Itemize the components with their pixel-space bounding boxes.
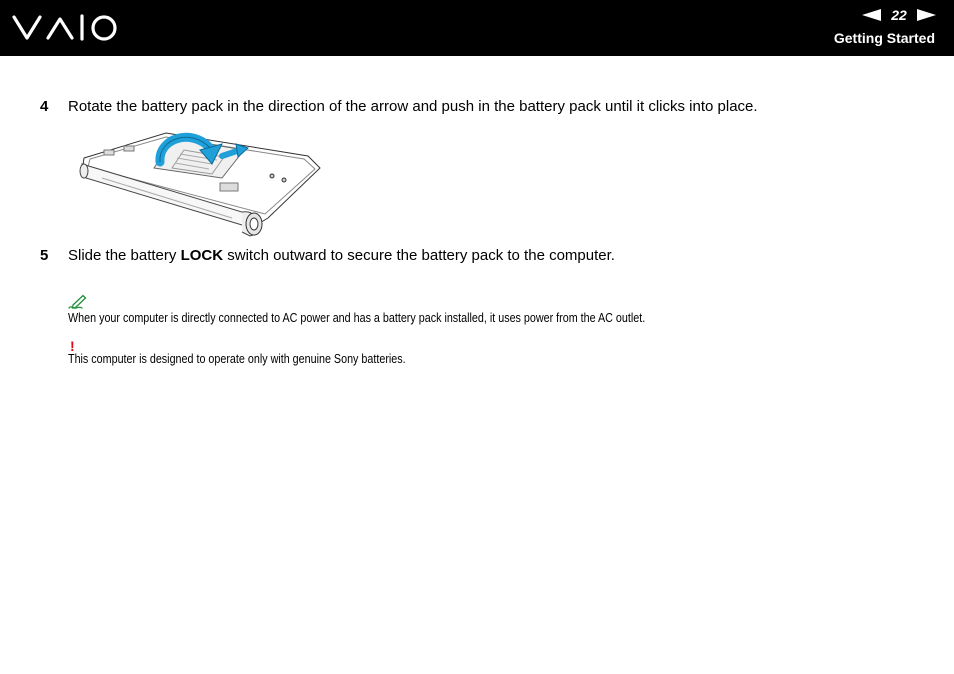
step-text (68, 247, 615, 265)
page-navigator (862, 7, 936, 23)
step-number: 5 (40, 247, 49, 264)
warning-text: This computer is designed to operate only with genuine Sony batteries. (68, 352, 406, 366)
page-number: 22 (891, 7, 907, 23)
note-text: When your computer is directly connected to AC power and has a battery pack installed, it uses power from the AC outlet. (68, 311, 646, 325)
pencil-note-icon (68, 294, 88, 310)
step-number: 4 (40, 98, 49, 115)
section-title: Getting Started (833, 30, 935, 46)
triangle-right-icon[interactable] (917, 9, 936, 21)
lock-label: LOCK (180, 247, 224, 264)
battery-install-illustration (72, 128, 322, 240)
step-text-before: Slide the battery (68, 247, 181, 264)
header-bar (0, 0, 954, 56)
exclamation-icon: ! (70, 338, 75, 354)
triangle-left-icon[interactable] (862, 9, 881, 21)
step-text: Rotate the battery pack in the direction of the arrow and push in the battery pack until it clicks into place. (68, 98, 758, 115)
vaio-logo (12, 13, 120, 43)
step-text-after: switch outward to secure the battery pack to the computer. (223, 247, 615, 264)
